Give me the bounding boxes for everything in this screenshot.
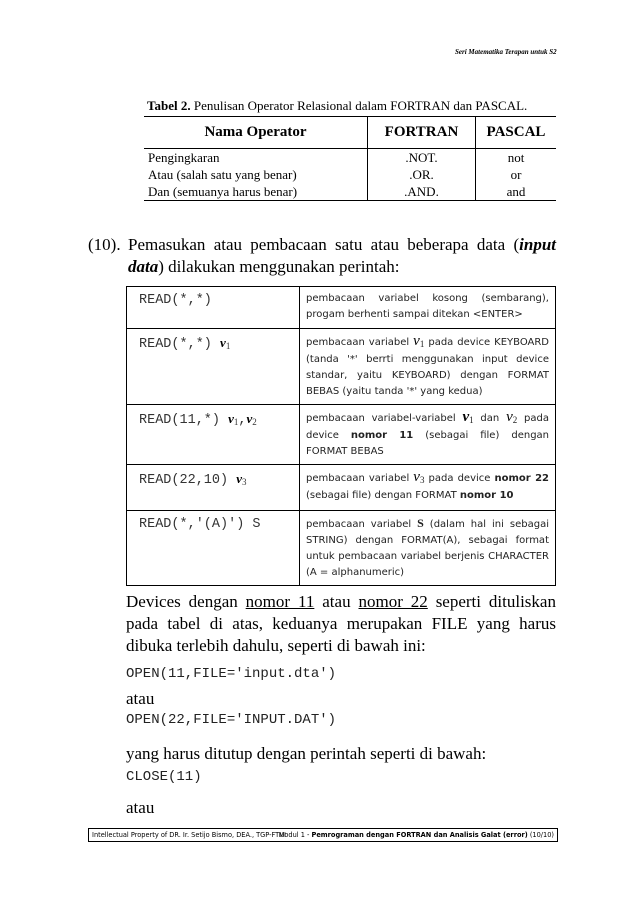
bold-term: Pemrograman dengan FORTRAN dan Analisis Galat (error) [311,831,528,839]
bold-term: nomor 10 [459,490,514,501]
text-run: (sebagai file) dengan FORMAT BEBAS [306,430,550,457]
table-cell: Dan (semuanya harus benar) [144,183,368,201]
operator-table-header [144,117,556,149]
table-cell: or [510,167,522,182]
command-cell [127,287,300,329]
table-row [144,183,556,201]
underlined-term: nomor 11 [245,592,315,611]
text-run: Pemasukan atau pembacaan satu atau beberapa data ( [128,235,520,254]
italic-term: input data [128,235,556,276]
variable: v [413,333,420,349]
table-caption [147,98,527,114]
table-cell: Atau (salah satu yang benar) [144,166,368,183]
text-run: pembacaan variabel [306,337,414,348]
devices-paragraph [126,591,556,657]
command-code: READ(11,*) [139,413,221,428]
bold-term: nomor 11 [350,430,414,441]
text-run: seperti dituliskan pada tabel di atas, keduanya merupakan FILE yang harus dibuka terlebih dahulu, seperti di bawah ini: [126,592,556,655]
variable-subscript: 3 [419,475,425,485]
table-row [127,287,556,329]
text-run: ) dilakukan menggunakan perintah: [158,257,400,276]
operator-table [144,116,556,201]
variable: v [506,409,513,425]
text-run: (sebagai file) dengan FORMAT [306,490,460,501]
section-text [128,234,556,278]
table-row [144,166,556,183]
table-cell: not [507,150,525,165]
command-code: READ(*,*) [139,337,212,352]
variable: v [236,471,243,486]
table-row [144,149,556,167]
table-cell: Pengingkaran [144,149,368,167]
underlined-term: nomor 22 [358,592,428,611]
text-run: dan [473,413,507,424]
footer-left: Intellectual Property of DR. Ir. Setijo Bismo, DEA., TGP-FTUI [92,831,286,839]
bold-term: nomor 22 [494,473,549,484]
table-row [127,405,556,465]
close-statement: CLOSE(11) [126,769,202,785]
description-cell [300,465,556,511]
open-statement-2: OPEN(22,FILE='INPUT.DAT') [126,712,337,728]
variable-subscript: 2 [252,417,257,427]
description-cell [300,329,556,405]
text-run: pembacaan variabel-variabel [306,413,463,424]
table-row [127,511,556,586]
page-footer [88,828,558,842]
column-header: Nama Operator [144,117,368,149]
table-cell: .AND. [368,183,476,201]
read-commands-table [126,286,556,586]
variable: v [246,411,253,426]
text-run: pada device KEYBOARD (tanda '*' berrti menggunakan input device standar, yaitu KEYBOARD) dengan FORMAT BEBAS (yaitu tanda '*' yang kedua) [306,337,550,397]
command-cell [127,465,300,511]
text-run: pada device [424,473,495,484]
command-code: READ(22,10) [139,473,229,488]
command-cell [127,329,300,405]
variable: v [228,411,234,426]
command-code: READ(*,'(A)') S [139,517,261,532]
table-caption-text: Penulisan Operator Relasional dalam FORTRAN dan PASCAL. [193,98,528,113]
table-cell: .OR. [368,166,476,183]
table-caption-label: Tabel 2. [147,98,191,113]
variable-subscript: 1 [469,415,474,425]
atau-text: atau [126,798,155,817]
description-cell [300,405,556,465]
command-cell [127,405,300,465]
series-header: Seri Matematika Terapan untuk S2 [455,48,557,56]
separator: , [238,413,247,428]
variable-subscript: 3 [242,477,247,487]
atau-text: atau [126,689,155,708]
text-run: pembacaan variabel [306,473,414,484]
table-row [127,329,556,405]
text-run: pembacaan variabel [306,519,418,530]
text-run: Devices dengan [126,592,246,611]
table-row [127,465,556,511]
description-cell: pembacaan variabel kosong (sembarang), progam berhenti sampai ditekan <ENTER> [300,287,556,329]
bold-term: S [417,516,424,530]
footer-right [279,829,554,841]
text-run: (dalam hal ini sebagai STRING) dengan FORMAT(A), sebagai format untuk pembacaan variabel berjenis CHARACTER (A = alphanumeric) [306,519,549,578]
variable-subscript: 1 [233,417,239,427]
description-cell [300,511,556,586]
command-code: READ(*,*) [139,293,212,308]
table-cell: and [476,183,557,201]
text-run: pada device [306,413,549,441]
table-cell: .NOT. [368,149,476,167]
section-number: (10). [88,235,121,254]
open-statement-1: OPEN(11,FILE='input.dta') [126,666,337,682]
variable: v [413,469,420,485]
variable: v [220,335,226,350]
text-run: Modul 1 - [278,831,312,839]
variable-subscript: 1 [225,341,231,351]
text-run: (10/10) [527,831,554,839]
column-header: PASCAL [476,117,557,149]
variable-subscript: 2 [512,415,518,425]
variable-subscript: 1 [419,339,425,349]
command-cell [127,511,300,586]
variable: v [462,409,470,425]
close-paragraph: yang harus ditutup dengan perintah seperti di bawah: [126,744,487,763]
column-header: FORTRAN [368,117,476,149]
text-run: atau [314,592,359,611]
